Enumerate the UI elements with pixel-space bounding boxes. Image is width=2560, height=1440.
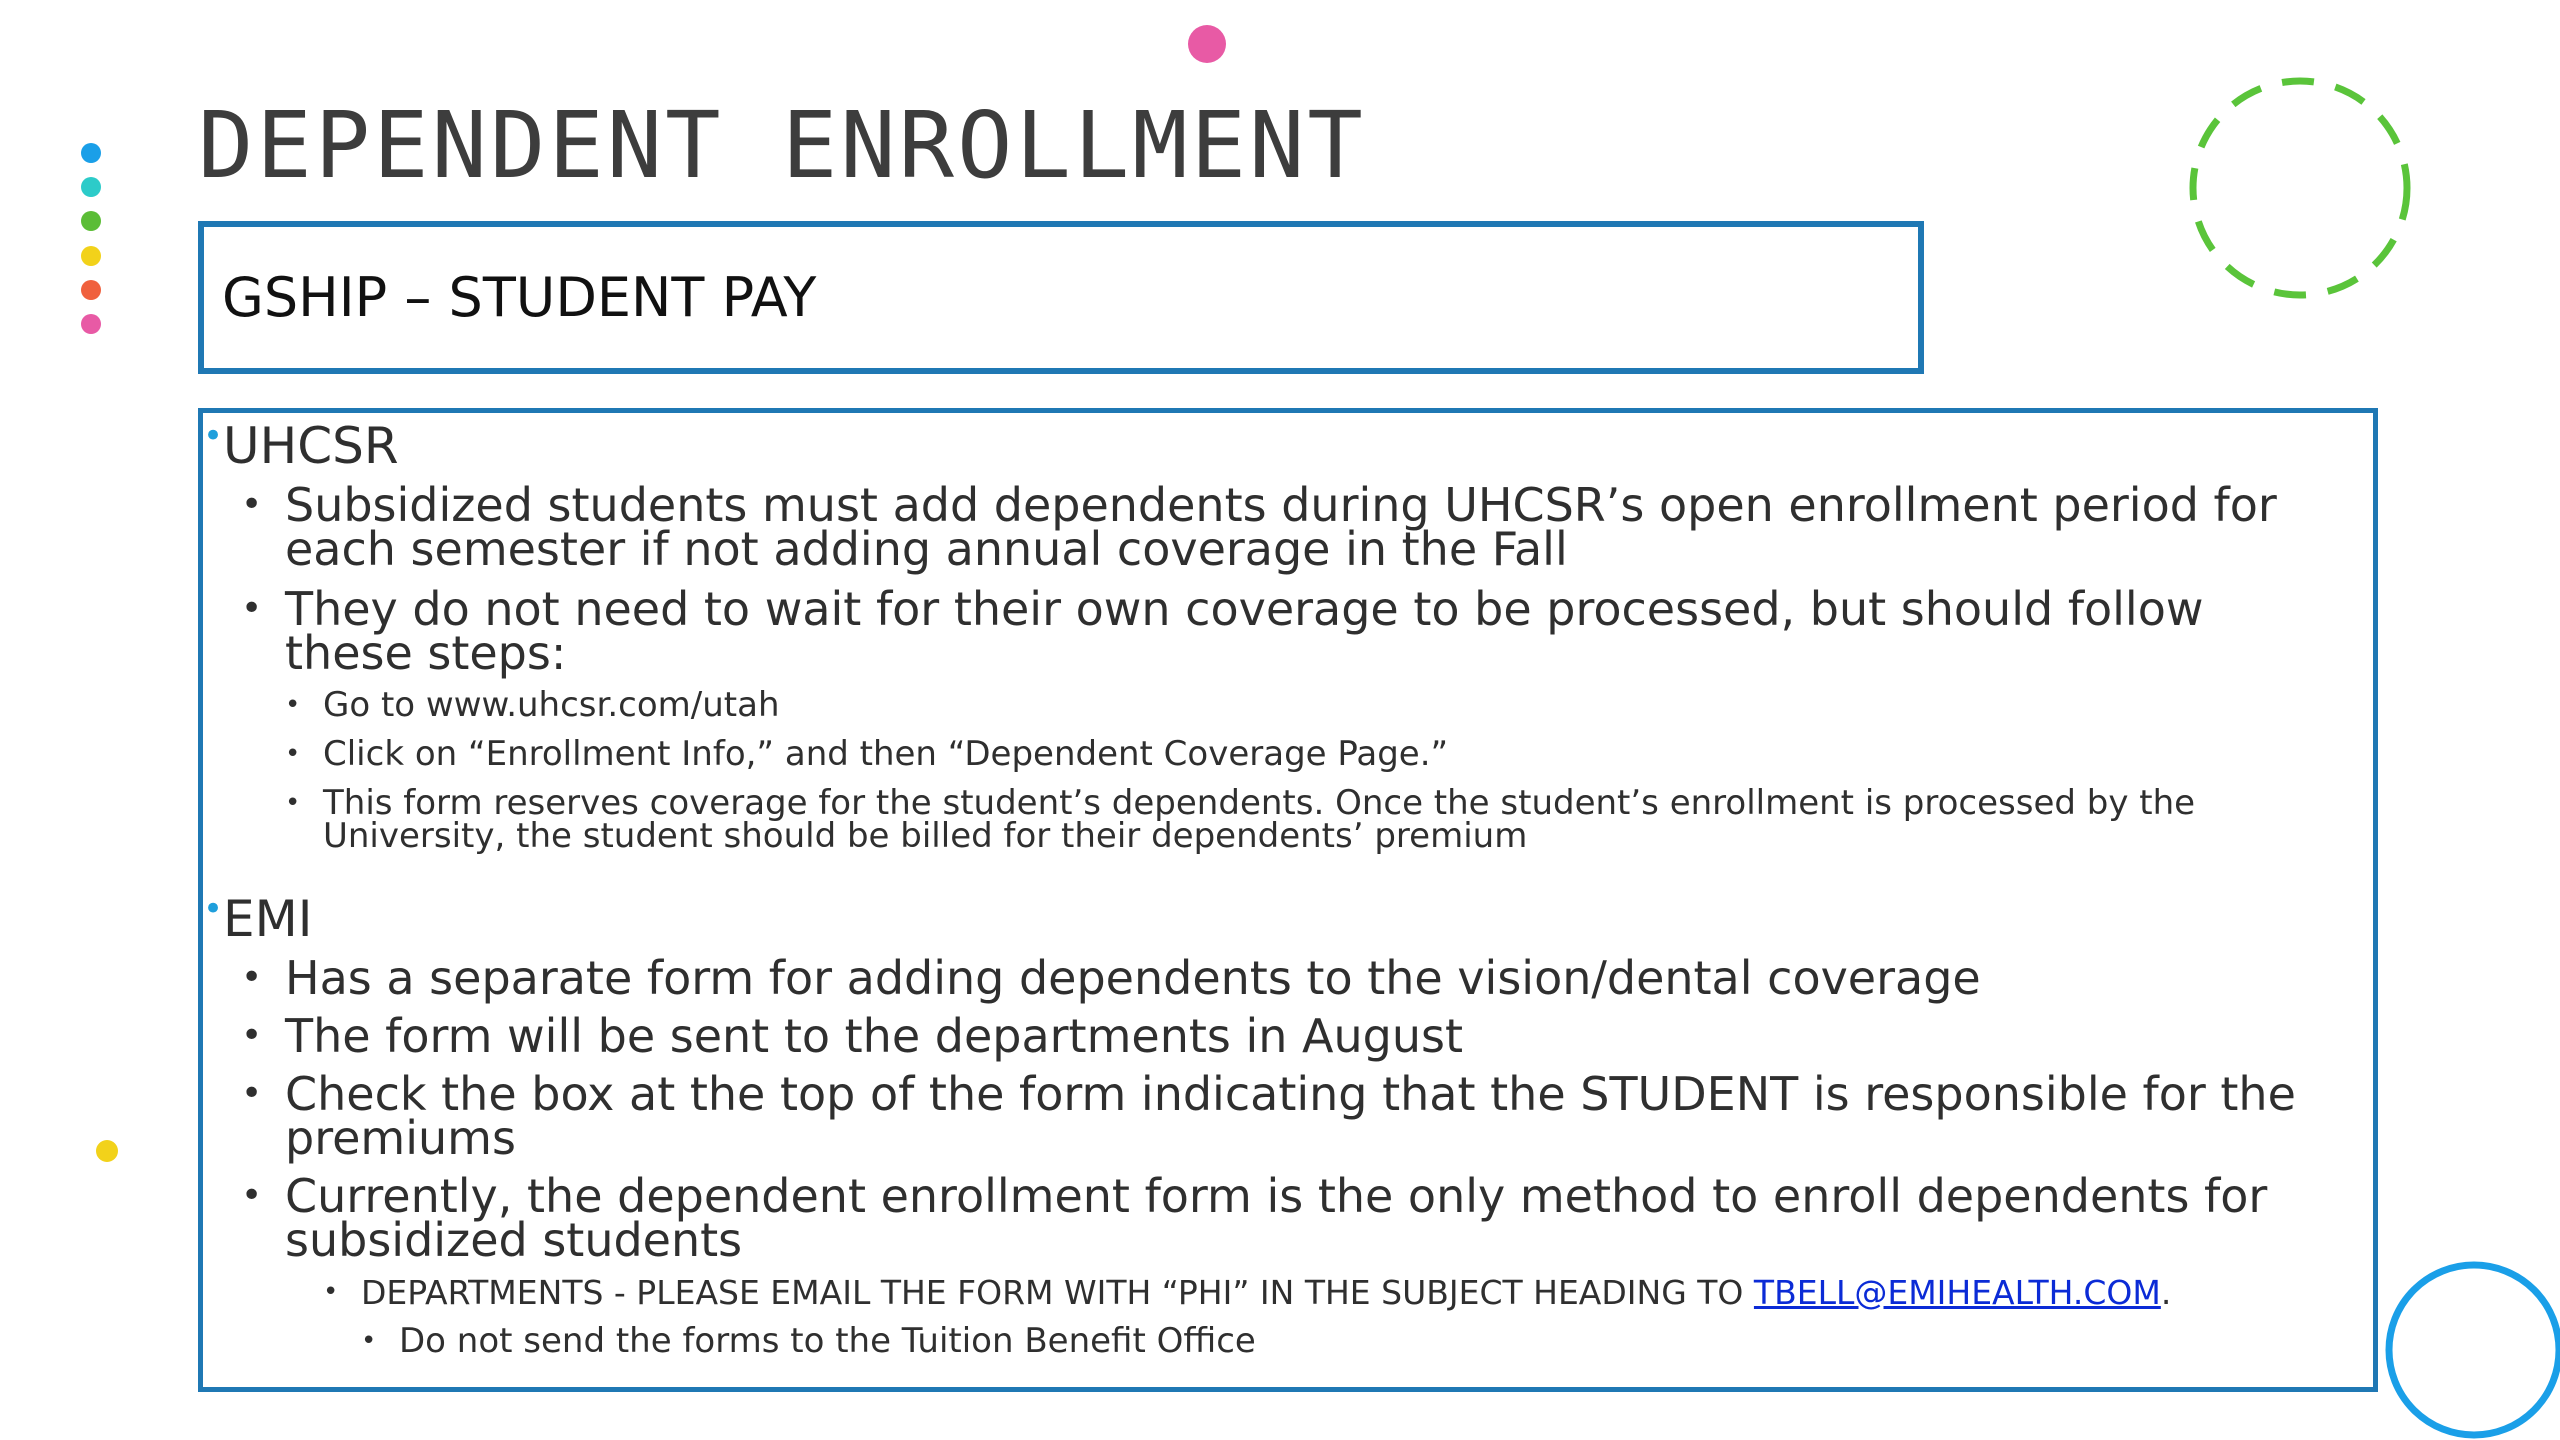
sub-note: • Do not send the forms to the Tuition Benefit Office [203,1325,2378,1358]
teal-dot [81,177,101,197]
list-item: • Has a separate form for adding dependents to the vision/dental coverage [203,956,2374,1000]
step-item: • This form reserves coverage for the student’s dependents. Once the student’s enrollment is processed by the University, the student should be billed for their dependents’ premium [203,787,2378,853]
uhcsr-heading: • UHCSR [203,421,2378,471]
departments-note [203,1273,2378,1312]
page-title: DEPENDENT ENROLLMENT [198,92,1366,199]
subtitle-box [198,221,1924,374]
orange-dot [81,280,101,300]
dashed-green-ring [2180,68,2420,308]
list-item: • Currently, the dependent enrollment form is the only method to enroll dependents for subsidized students [203,1174,2374,1262]
pink-dot [81,314,101,334]
step-item: • Go to www.uhcsr.com/utah [203,689,2378,722]
step-item: • Click on “Enrollment Info,” and then “Dependent Coverage Page.” [203,738,2378,771]
uhcsr-section [203,417,2378,856]
yellow-dot [81,246,101,266]
blue-ring [2384,1260,2560,1440]
subtitle-text: GSHIP – STUDENT PAY [222,266,817,329]
yellow-dot-bottom [96,1140,118,1162]
departments-note-text: DEPARTMENTS - PLEASE EMAIL THE FORM WITH “PHI” IN THE SUBJECT HEADING TO [361,1273,1744,1312]
list-item: • The form will be sent to the departments in August [203,1014,2374,1058]
emi-section [203,890,2378,1361]
emi-heading: • EMI [203,894,2378,944]
green-dot [81,211,101,231]
email-suffix: . [2160,1273,2172,1312]
blue-dot [81,143,101,163]
pink-dot-top [1188,25,1226,63]
list-item: • They do not need to wait for their own coverage to be processed, but should follow these steps: [203,587,2374,675]
list-item: • Check the box at the top of the form indicating that the STUDENT is responsible for the premiums [203,1072,2374,1160]
email-link[interactable]: TBELL@EMIHEALTH.COM [1753,1273,2161,1312]
content-box [198,408,2378,1392]
list-item: • Subsidized students must add dependents during UHCSR’s open enrollment period for each semester if not adding annual coverage in the Fall [203,483,2374,571]
